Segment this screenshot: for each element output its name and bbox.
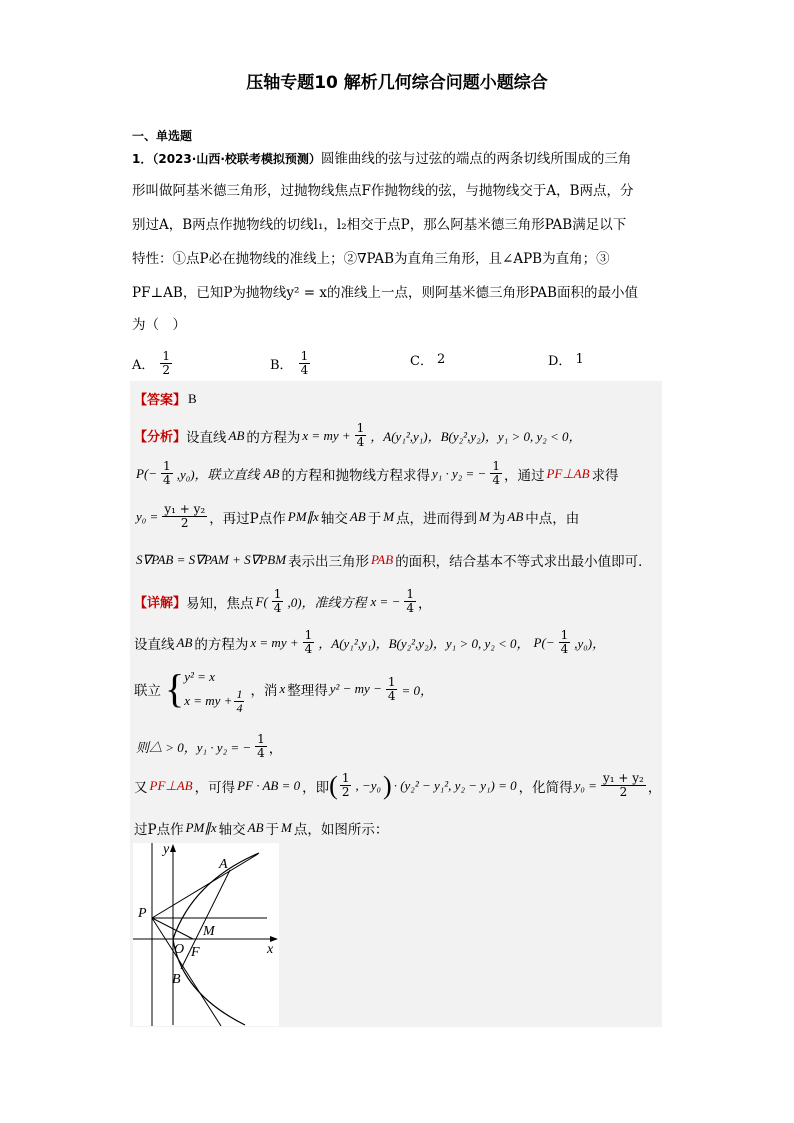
analysis-math-red: PAB [371,552,394,567]
choice-b-fraction [299,350,311,377]
fraction-one-quarter [490,460,502,487]
analysis-math: M [479,508,490,524]
analysis-text: 的方程为 [246,429,301,446]
frac-num: y₁ + y₂ [164,502,206,516]
analysis-math: ，A(y₁²,y₁)，B(y₂²,y₂)，y₁ > 0, y₂ < 0， [370,429,582,444]
analysis-math: P(− [136,465,158,481]
label-o: O [174,942,185,957]
system-rows [184,665,246,713]
frac-num: 1 [273,587,282,601]
detail-math: P(− [533,634,555,650]
analysis-math: M [383,508,395,524]
system-row-2 [184,686,246,715]
frac-num: y₁ + y₂ [602,771,644,785]
detail-text: 轴交 [218,822,246,838]
frac-den: 2 [180,516,189,530]
detail-math: ,0)，准线方程 [287,595,367,610]
detail-text: 又 [134,779,148,796]
detail-text: 于 [265,822,280,838]
detail-math-red: PF⊥AB [149,777,193,793]
choice-b-num: 1 [300,349,309,363]
question-line-4: 特性：①点P必在抛物线的准线上；②∇PAB为直角三角形，且∠APB为直角；③ [132,251,610,267]
analysis-tag: 【分析】 [134,430,187,445]
analysis-math: ,y₀)，联立直线 [176,467,260,482]
detail-line-6 [134,818,388,838]
tangent-at-a [152,854,258,918]
detail-text: ， [268,740,283,757]
frac-num: 1 [560,628,569,642]
fraction-one-quarter [234,688,244,715]
detail-line-5 [134,772,661,799]
detail-math: x [279,681,286,696]
analysis-math: y₁ · y₂ = − [431,465,487,481]
detail-math: AB [176,634,193,650]
parabola-diagram [133,843,279,1026]
fraction-one-quarter [386,676,398,703]
detail-text: ， [418,595,432,612]
choice-b-label: B． [270,358,293,373]
answer-tag: 【答案】 [134,393,187,408]
fraction-one-quarter [272,588,284,615]
frac-den: 4 [492,473,500,487]
fraction-one-quarter [255,733,267,760]
choice-a-num: 1 [162,349,171,363]
detail-math: ,y₀)， [574,636,606,651]
analysis-text: ，再过P点作 [209,510,286,527]
detail-text: 点，如图所示： [293,822,389,838]
page-title: 压轴专题10 解析几何综合问题小题综合 [246,73,548,93]
chord-ab [181,870,230,969]
choice-a-den: 2 [162,363,171,377]
system-row-2-text: x = my + [184,693,233,708]
detail-math: = 0， [401,682,434,698]
detail-text: ，即 [302,779,330,796]
frac-den: 4 [273,601,282,615]
choice-c-text: 2 [436,352,446,367]
question-source: （2023·山西·校联考模拟预测） [152,152,321,166]
detail-math: x = − [370,593,401,609]
frac-den: 4 [560,642,569,656]
analysis-text: 中点，由 [525,510,580,527]
detail-tag: 【详解】 [134,596,187,611]
detail-math: ，A(y₁²,y₁)，B(y₂²,y₂)，y₁ > 0, y₂ < 0， [318,636,530,651]
analysis-math: AB [507,508,524,524]
detail-text: 设直线 [134,636,175,653]
question-line-3: 别过A，B两点作抛物线的切线l₁，l₂相交于点P，那么阿基米德三角形PAB满足以下 [132,217,627,233]
analysis-text: 设直线 [186,429,227,446]
question-line-5: PF⊥AB，已知P为抛物线y² = x的准线上一点，则阿基米德三角形PAB面积的最小值 [132,285,638,301]
analysis-line-3 [134,503,579,530]
detail-text: 联立 [134,683,161,699]
brace-glyph: { [165,666,185,711]
frac-den: 4 [304,642,313,656]
frac-num: 1 [304,628,313,642]
analysis-line-1 [134,422,584,449]
question-text-1: 圆锥曲线的弦与过弦的端点的两条切线所围成的三角 [320,151,632,167]
analysis-math: x = my + [302,427,351,443]
detail-text: 易知，焦点 [186,595,254,612]
detail-math: , −y₀ [355,777,382,793]
analysis-math: PM∥x [287,508,319,524]
detail-text: ， [647,779,662,796]
label-m: M [203,924,215,939]
fraction-one-quarter [303,629,315,656]
detail-math: · (y₂² − y₁², y₂ − y₁) = 0 [393,777,517,793]
frac-num: 1 [492,459,500,473]
detail-math: AB [247,820,264,835]
choice-a[interactable] [132,350,174,377]
choice-d-text: 1 [575,352,584,367]
detail-text: 过P点作 [134,822,184,838]
analysis-math: S∇PAB = S∇PAM + S∇PBM [136,552,287,567]
label-f: F [191,945,200,960]
detail-math: y² − my − [329,681,382,696]
detail-math: M [281,820,292,835]
detail-line-1 [134,588,432,615]
fraction-y-sum [162,503,207,530]
detail-math: y₀ = [574,777,597,793]
answer-value: B [188,390,197,406]
fraction-y-sum [601,772,646,799]
question-line-2: 形叫做阿基米德三角形，过抛物线焦点F作抛物线的弦，与抛物线交于A，B两点，分 [132,183,634,199]
detail-text: ，消 [250,683,278,699]
analysis-text: 点，进而得到 [396,510,478,527]
detail-text: 整理得 [287,683,328,699]
frac-den: 4 [236,700,243,715]
detail-line-4 [134,733,282,760]
frac-den: 4 [356,435,365,449]
fraction-one-quarter [355,422,367,449]
frac-num: 1 [387,674,396,689]
section-heading: 一、单选题 [132,129,193,143]
analysis-math: AB [349,508,366,524]
analysis-line-2 [134,460,619,487]
frac-den: 4 [406,601,414,615]
frac-num: 1 [341,771,350,785]
frac-num: 1 [356,421,365,435]
paren-open: ( [329,770,338,800]
choice-c[interactable] [410,350,445,369]
analysis-text: 轴交 [320,510,348,527]
analysis-line-4 [134,550,652,570]
frac-den: 2 [619,785,628,799]
detail-line-2 [134,629,607,656]
detail-math: PM∥x [185,820,217,835]
detail-math: F( [255,593,268,609]
label-y: y [163,843,170,857]
analysis-text: 求得 [591,467,619,484]
detail-text: ，可得 [194,779,236,796]
detail-text: ，化简得 [518,779,573,796]
system-row-1: y² = x [184,669,215,684]
analysis-text: 的面积，结合基本不等式求出最小值即可． [395,554,652,570]
fraction-one-half [340,772,352,799]
choice-d-label: D． [548,354,572,369]
choice-b[interactable] [270,350,312,377]
choice-b-den: 4 [300,363,309,377]
analysis-math-red: PF⊥AB [546,465,590,481]
question-line-6: 为（ ） [132,317,186,333]
analysis-text: 表示出三角形 [288,554,370,570]
analysis-math: AB [263,465,280,481]
y-axis-arrow [170,844,176,852]
analysis-text: 的方程和抛物线方程求得 [281,467,430,484]
fraction-one-quarter [161,460,173,487]
label-a: A [219,857,228,872]
analysis-math: y₀ = [136,508,159,524]
frac-num: 1 [163,459,171,473]
detail-math: x = my + [250,634,299,650]
parabola-figure [133,843,279,1026]
analysis-math: AB [228,427,245,443]
paren-close: ) [383,770,392,800]
question-number: 1． [132,152,153,166]
frac-den: 4 [257,746,265,760]
fraction-one-quarter [559,629,571,656]
frac-den: 4 [163,473,171,487]
analysis-text: 为 [491,510,506,527]
frac-num: 1 [406,587,414,601]
label-b: B [172,972,181,987]
question-line-1 [132,148,631,170]
choice-a-label: A． [132,358,155,373]
frac-den: 4 [387,688,396,703]
label-p: P [138,906,147,921]
fraction-one-quarter [404,588,416,615]
choice-a-fraction [160,350,172,377]
analysis-text: ，通过 [503,467,545,484]
frac-den: 2 [341,785,350,799]
detail-math: PF · AB = 0 [237,777,301,793]
detail-math: 则△ > 0，y₁ · y₂ = − [136,740,252,755]
frac-num: 1 [236,686,243,701]
choice-d[interactable] [548,350,584,369]
answer-line [134,389,199,408]
detail-line-3 [134,665,435,713]
analysis-text: 于 [367,510,382,527]
label-x: x [267,942,274,957]
equation-system [165,665,246,713]
choice-c-label: C． [410,354,433,369]
detail-text: 的方程为 [194,636,249,653]
frac-num: 1 [257,732,265,746]
